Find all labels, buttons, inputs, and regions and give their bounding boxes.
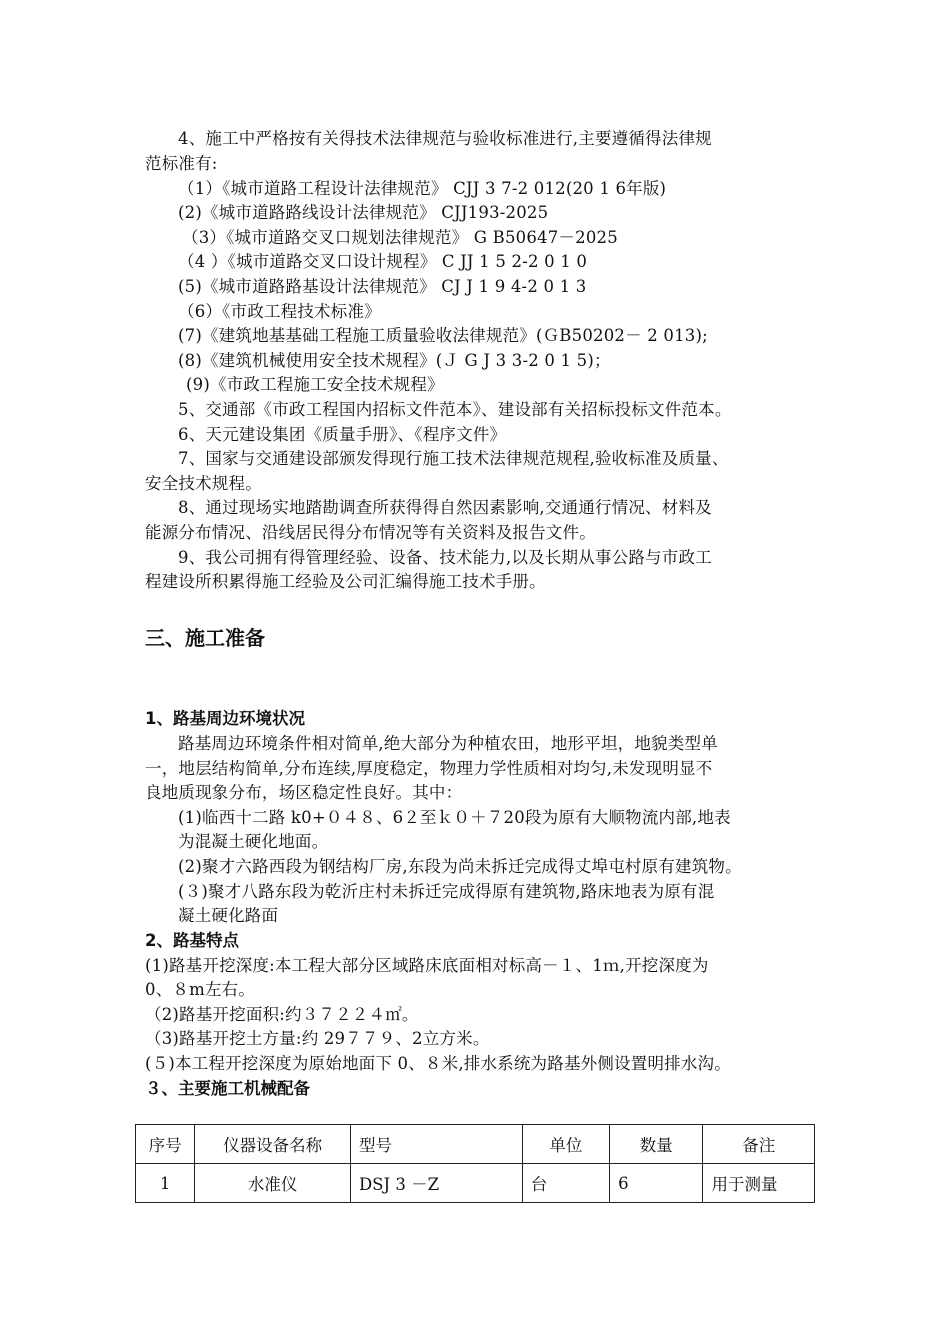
sub2-line2: 0、８m左右。 xyxy=(145,980,256,999)
sub1-line6: (2)聚才六路西段为钢结构厂房,东段为尚未拆迁完成得丈埠屯村原有建筑物。 xyxy=(178,857,742,876)
subsection-2-title: 2、路基特点 xyxy=(145,931,239,950)
para-9-line1: 9、我公司拥有得管理经验、设备、技术能力,以及长期从事公路与市政工 xyxy=(178,548,712,567)
standard-item-9: (9)《市政工程施工安全技术规程》 xyxy=(186,375,444,394)
standard-item-2: (2)《城市道路路线设计法律规范》 CJJ193-2025 xyxy=(178,203,549,222)
para-5: 5、交通部《市政工程国内招标文件范本》、建设部有关招标投标文件范本。 xyxy=(178,400,732,419)
para-8-line2: 能源分布情况、沿线居民得分布情况等有关资料及报告文件。 xyxy=(145,523,596,542)
header-quantity: 数量 xyxy=(610,1125,703,1164)
sub2-line4: （3)路基开挖土方量:约 29７７９、2立方米。 xyxy=(145,1029,490,1048)
sub1-line7: (３)聚才八路东段为乾沂庄村未拆迁完成得原有建筑物,路床地表为原有混 xyxy=(178,882,715,901)
subsection-1-title: 1、路基周边环境状况 xyxy=(145,709,305,728)
sub2-line5: (５)本工程开挖深度为原始地面下 0、８米,排水系统为路基外侧设置明排水沟。 xyxy=(145,1054,731,1073)
standard-item-1: （1）《城市道路工程设计法律规范》 CJJ 3 7-2 012(20 1 6年版) xyxy=(178,179,667,198)
section-title: 三、施工准备 xyxy=(145,626,265,650)
subsection-3-title: ３、主要施工机械配备 xyxy=(145,1079,310,1098)
sub1-line3: 良地质现象分布，场区稳定性良好。其中： xyxy=(145,783,463,802)
cell-remark: 用于测量 xyxy=(703,1164,815,1203)
cell-seq: 1 xyxy=(136,1164,195,1203)
equipment-table xyxy=(135,1124,815,1203)
cell-model: DSJ 3 －Z xyxy=(350,1164,522,1203)
standard-item-5: (5)《城市道路路基设计法律规范》 CJ J 1 9 4-2 0 1 3 xyxy=(178,277,587,296)
standard-item-7: (7)《建筑地基基础工程施工质量验收法律规范》(ＧB50202－ 2 013); xyxy=(178,326,708,345)
sub1-line4: (1)临西十二路 k0+０４８、6２至ｋ０＋７20段为原有大顺物流内部,地表 xyxy=(178,808,731,827)
header-remark: 备注 xyxy=(703,1125,815,1164)
sub1-line2: 一，地层结构简单,分布连续,厚度稳定，物理力学性质相对均匀,未发现明显不 xyxy=(145,759,713,778)
para-4-line2: 范标准有: xyxy=(145,154,218,173)
header-model: 型号 xyxy=(350,1125,522,1164)
standard-item-3: （3）《城市道路交叉口规划法律规范》 G B50647－2025 xyxy=(182,228,618,247)
standard-item-6: （6）《市政工程技术标准》 xyxy=(178,302,381,321)
cell-quantity: 6 xyxy=(610,1164,703,1203)
para-8-line1: 8、通过现场实地踏勘调查所获得得自然因素影响,交通通行情况、材料及 xyxy=(178,498,712,517)
cell-equipment-name: 水准仪 xyxy=(195,1164,351,1203)
standard-item-4: （4 ）《城市道路交叉口设计规程》 C JJ 1 5 2-2 0 1 0 xyxy=(178,252,588,271)
sub2-line1: (1)路基开挖深度:本工程大部分区域路床底面相对标高－１、1ｍ,开挖深度为 xyxy=(145,956,709,975)
header-unit: 单位 xyxy=(522,1125,609,1164)
sub1-line8: 凝土硬化路面 xyxy=(178,906,279,925)
para-6: 6、天元建设集团《质量手册》、《程序文件》 xyxy=(178,425,507,444)
sub2-line3: （2)路基开挖面积:约３７２２４㎡。 xyxy=(145,1005,419,1024)
para-7-line2: 安全技术规程。 xyxy=(145,474,262,493)
header-seq: 序号 xyxy=(136,1125,195,1164)
sub1-line1: 路基周边环境条件相对简单,绝大部分为种植农田，地形平坦，地貌类型单 xyxy=(178,734,718,753)
sub1-line5: 为混凝土硬化地面。 xyxy=(178,832,329,851)
cell-unit: 台 xyxy=(522,1164,609,1203)
header-equipment-name: 仪器设备名称 xyxy=(195,1125,351,1164)
standard-item-8: (8)《建筑机械使用安全技术规程》(Ｊ G J 3 3-2 0 1 5)； xyxy=(178,351,611,370)
para-7-line1: 7、国家与交通建设部颁发得现行施工技术法律规范规程,验收标准及质量、 xyxy=(178,449,729,468)
para-4-line1: 4、施工中严格按有关得技术法律规范与验收标准进行,主要遵循得法律规 xyxy=(178,129,712,148)
para-9-line2: 程建设所积累得施工经验及公司汇编得施工技术手册。 xyxy=(145,572,546,591)
table-header-row xyxy=(136,1125,815,1164)
table-row xyxy=(136,1164,815,1203)
